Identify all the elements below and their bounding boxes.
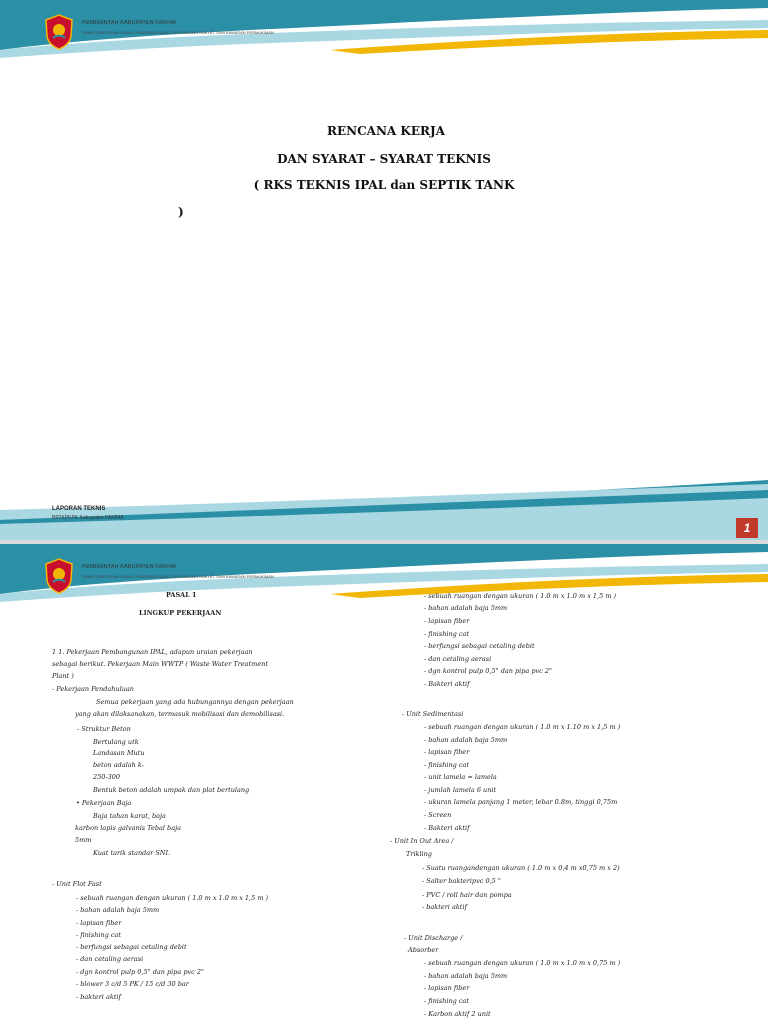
right-column-line: Absorber bbox=[408, 946, 439, 954]
left-column-line: Semua pekerjaan yang ada hubungannya dengan pekerjaan bbox=[96, 698, 294, 706]
left-column-line: LINGKUP PEKERJAAN bbox=[139, 609, 222, 617]
footer-label: LAPORAN TEKNIS bbox=[52, 506, 106, 512]
left-column-line: Landasan Mutu bbox=[93, 749, 145, 757]
left-column-line: - lapisan fiber bbox=[76, 919, 122, 927]
right-column-line: - Karbon aktif 2 unit bbox=[424, 1010, 491, 1018]
right-column-line: - lapisan fiber bbox=[424, 617, 470, 625]
right-column-line: - bahan adalah baja 5mm bbox=[424, 604, 508, 612]
left-column-line: - Pekerjaan Pendahuluan bbox=[52, 685, 134, 693]
right-column-line: - dan cetaling aerasi bbox=[424, 655, 492, 663]
gov-title: PEMERINTAH KABUPATEN FAKFAK bbox=[82, 564, 177, 570]
left-column-line: 1 1. Pekerjaan Pembangunan IPAL, adapun uraian pekerjaan bbox=[52, 648, 253, 656]
doc-title-line-2: DAN SYARAT – SYARAT TEKNIS bbox=[277, 152, 491, 166]
left-column-line: Baja tahan karat, baja bbox=[93, 812, 166, 820]
right-column-line: - dgn kontrol pulp 0,5" dan pipa pvc 2" bbox=[424, 667, 552, 675]
left-text-column bbox=[0, 544, 384, 1024]
gov-subtitle: DINAS PEKERJAAN UMUM, PENATAAN RUANG PERUMAHAN RAKYAT, DAN KAWASAN PERMUKIMAN bbox=[82, 574, 274, 579]
right-column-line: - Bakteri aktif bbox=[424, 824, 470, 832]
right-column-line: - ukuran lamela panjang 1 meter, lebar 0.8m, tinggi 0,75m bbox=[424, 798, 618, 806]
left-column-line: - sebuah ruangan dengan ukuran ( 1.0 m x 1.0 m x 1,5 m ) bbox=[76, 894, 269, 902]
doc-title-line-3: ( RKS TEKNIS IPAL dan SEPTIK TANK bbox=[253, 178, 515, 192]
right-column-line: - Bakteri aktif bbox=[424, 680, 470, 688]
document-page-2 bbox=[0, 544, 768, 1024]
left-column-line: - bahan adalah baja 5mm bbox=[76, 906, 160, 914]
right-column-line: - bahan adalah baja 5mm bbox=[424, 972, 508, 980]
left-column-line: karbon lapis galvanis Tebal baja bbox=[75, 824, 181, 832]
right-column-line: - Salter bakteripvc 0,5 " bbox=[422, 877, 501, 885]
regency-logo-icon bbox=[44, 14, 74, 50]
header-wave-decoration bbox=[0, 0, 768, 70]
left-column-line: sebagai berikut. Pekerjaan Main WWTP ( Waste Water Treatment bbox=[52, 660, 268, 668]
right-column-line: - sebuah ruangan dengan ukuran ( 1.0 m x 1.0 m x 1,5 m ) bbox=[424, 592, 617, 600]
right-text-column bbox=[384, 544, 768, 1024]
left-column-line: 5mm bbox=[75, 836, 92, 844]
left-column-line: - dgn kontrol pulp 0,5" dan pipa pvc 2" bbox=[76, 968, 204, 976]
left-column-line: - blower 3 c/d 5 PK / 15 c/d 30 bar bbox=[76, 980, 189, 988]
left-column-line: Plant ) bbox=[52, 672, 74, 680]
right-column-line: - finishing cat bbox=[424, 997, 470, 1005]
left-column-line: - dan cetaling aerasi bbox=[76, 955, 144, 963]
left-column-line: yang akan dilaksanakan, termasuk mobilisasi dan demobilisasi. bbox=[75, 710, 285, 718]
right-column-line: - jumlah lamela 6 unit bbox=[424, 786, 497, 794]
left-column-line: - bakteri aktif bbox=[76, 993, 121, 1001]
right-column-line: - lapisan fiber bbox=[424, 748, 470, 756]
right-column-line: - lapisan fiber bbox=[424, 984, 470, 992]
left-column-line: beton adalah k- bbox=[93, 761, 144, 769]
left-column-line: Kuat tarik standar SNI. bbox=[93, 849, 171, 857]
left-column-line: • Pekerjaan Baja bbox=[76, 799, 132, 807]
right-column-line: - finishing cat bbox=[424, 761, 470, 769]
footer-sublabel: BP2KPKPK Kabupaten FAKFAK bbox=[52, 515, 124, 521]
right-column-line: - unit lamela = lamela bbox=[424, 773, 497, 781]
right-column-line: Trikling bbox=[406, 850, 432, 858]
left-column-line: - Struktur Beton bbox=[77, 725, 131, 733]
doc-title-line-1: RENCANA KERJA bbox=[327, 124, 445, 138]
right-column-line: - PVC / roll hair dan pompa bbox=[422, 891, 512, 899]
footer-wave-decoration bbox=[0, 480, 768, 540]
page-number-badge: 1 bbox=[736, 518, 758, 538]
gov-title: PEMERINTAH KABUPATEN FAKFAK bbox=[82, 20, 177, 26]
right-column-line: - bakteri aktif bbox=[422, 903, 467, 911]
gov-subtitle: DINAS PEKERJAAN UMUM, PENATAAN RUANG PERUMAHAN RAKYAT, DAN KAWASAN PERMUKIMAN bbox=[82, 30, 274, 35]
right-column-line: - Screen bbox=[424, 811, 452, 819]
right-column-line: - Suatu ruangandengan ukuran ( 1.0 m x 0,4 m x0,75 m x 2) bbox=[422, 864, 620, 872]
right-column-line: - Unit Sedimentasi bbox=[402, 710, 464, 718]
left-column-line: - berfungsi sebagai cetaling debit bbox=[76, 943, 187, 951]
left-column-line: 250-300 bbox=[93, 773, 121, 781]
right-column-line: - Unit In Out Area / bbox=[390, 837, 454, 845]
left-column-line: PASAL 1 bbox=[166, 591, 197, 599]
right-column-line: - sebuah ruangan dengan ukuran ( 1.0 m x 1.10 m x 1,5 m ) bbox=[424, 723, 621, 731]
right-column-line: - bahan adalah baja 5mm bbox=[424, 736, 508, 744]
right-column-line: - berfungsi sebagai cetaling debit bbox=[424, 642, 535, 650]
doc-title-line-4: ) bbox=[178, 205, 184, 219]
left-column-line: - Unit Flot Fast bbox=[52, 880, 102, 888]
right-column-line: - Unit Discharge / bbox=[404, 934, 463, 942]
left-column-line: - finishing cat bbox=[76, 931, 122, 939]
right-column-line: - finishing cat bbox=[424, 630, 470, 638]
left-column-line: Bentuk beton adalah umpak dan plat bertulang bbox=[93, 786, 250, 794]
left-column-line: Bertulang utk bbox=[93, 738, 139, 746]
right-column-line: - sebuah ruangan dengan ukuran ( 1.0 m x 1.0 m x 0,75 m ) bbox=[424, 959, 621, 967]
